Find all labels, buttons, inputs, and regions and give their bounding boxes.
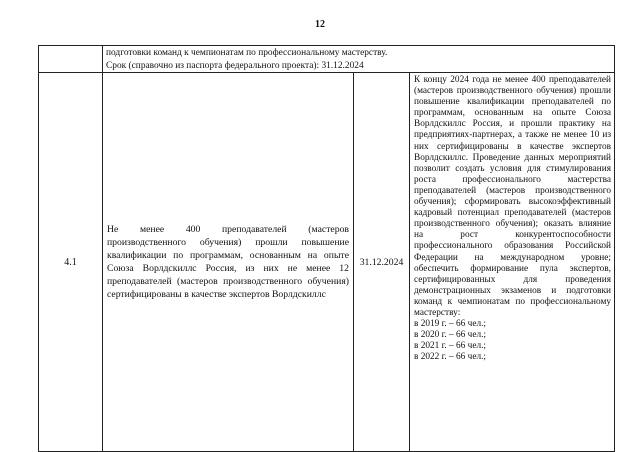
deadline-date: 31.12.2024 bbox=[354, 73, 410, 452]
year-item: в 2022 г. – 66 чел.; bbox=[414, 352, 486, 363]
year-item: в 2021 г. – 66 чел.; bbox=[414, 341, 486, 352]
table-row bbox=[39, 73, 615, 452]
description-cell bbox=[410, 73, 615, 452]
project-table bbox=[38, 45, 615, 452]
description-text: К концу 2024 года не менее 400 преподавателей (мастеров производственного обучения) прошли повышение квалификации преподавателей по программам, основанным на опыте Союза Ворлдскиллс Россия, и прошли практику на предприятиях-партнерах, а также не менее 10 из них сертифицированы в качестве экспертов Ворлдскиллс. Проведение данных мероприятий позволит создать условия для стимулирования роста профессионального мастерства преподавателей (мастеров производственного обучения); сформировать высокоэффективный кадровый потенциал преподавателей (мастеров производственного обучения); оказать влияние на рост конкурентоспособности профессионального образования Российской Федерации на международном уровне; обеспечить формирование пула экспертов, сертифицированных для проведения демонстрационных экзаменов и подготовки команд к чемпионатам по профессиональному мастерству: bbox=[414, 75, 611, 318]
row-number: 4.1 bbox=[39, 73, 103, 452]
header-line-1: подготовки команд к чемпионатам по профессиональному мастерству. bbox=[106, 48, 388, 58]
goal-text: Не менее 400 преподавателей (мастеров производственного обучения) прошли повышение квалификации по программам, основанным на опыте Союза Ворлдскиллс Россия, из них не менее 12 преподавателей (мастеров производственного обучения) сертифицированы в качестве экспертов Ворлдскиллс bbox=[103, 73, 354, 452]
header-line-2: Срок (справочно из паспорта федерального проекта): 31.12.2024 bbox=[106, 61, 364, 71]
header-cell bbox=[103, 46, 615, 73]
table-row bbox=[39, 46, 615, 73]
year-item: в 2020 г. – 66 чел.; bbox=[414, 330, 486, 341]
year-item: в 2019 г. – 66 чел.; bbox=[414, 319, 486, 330]
page-number: 12 bbox=[315, 19, 325, 30]
